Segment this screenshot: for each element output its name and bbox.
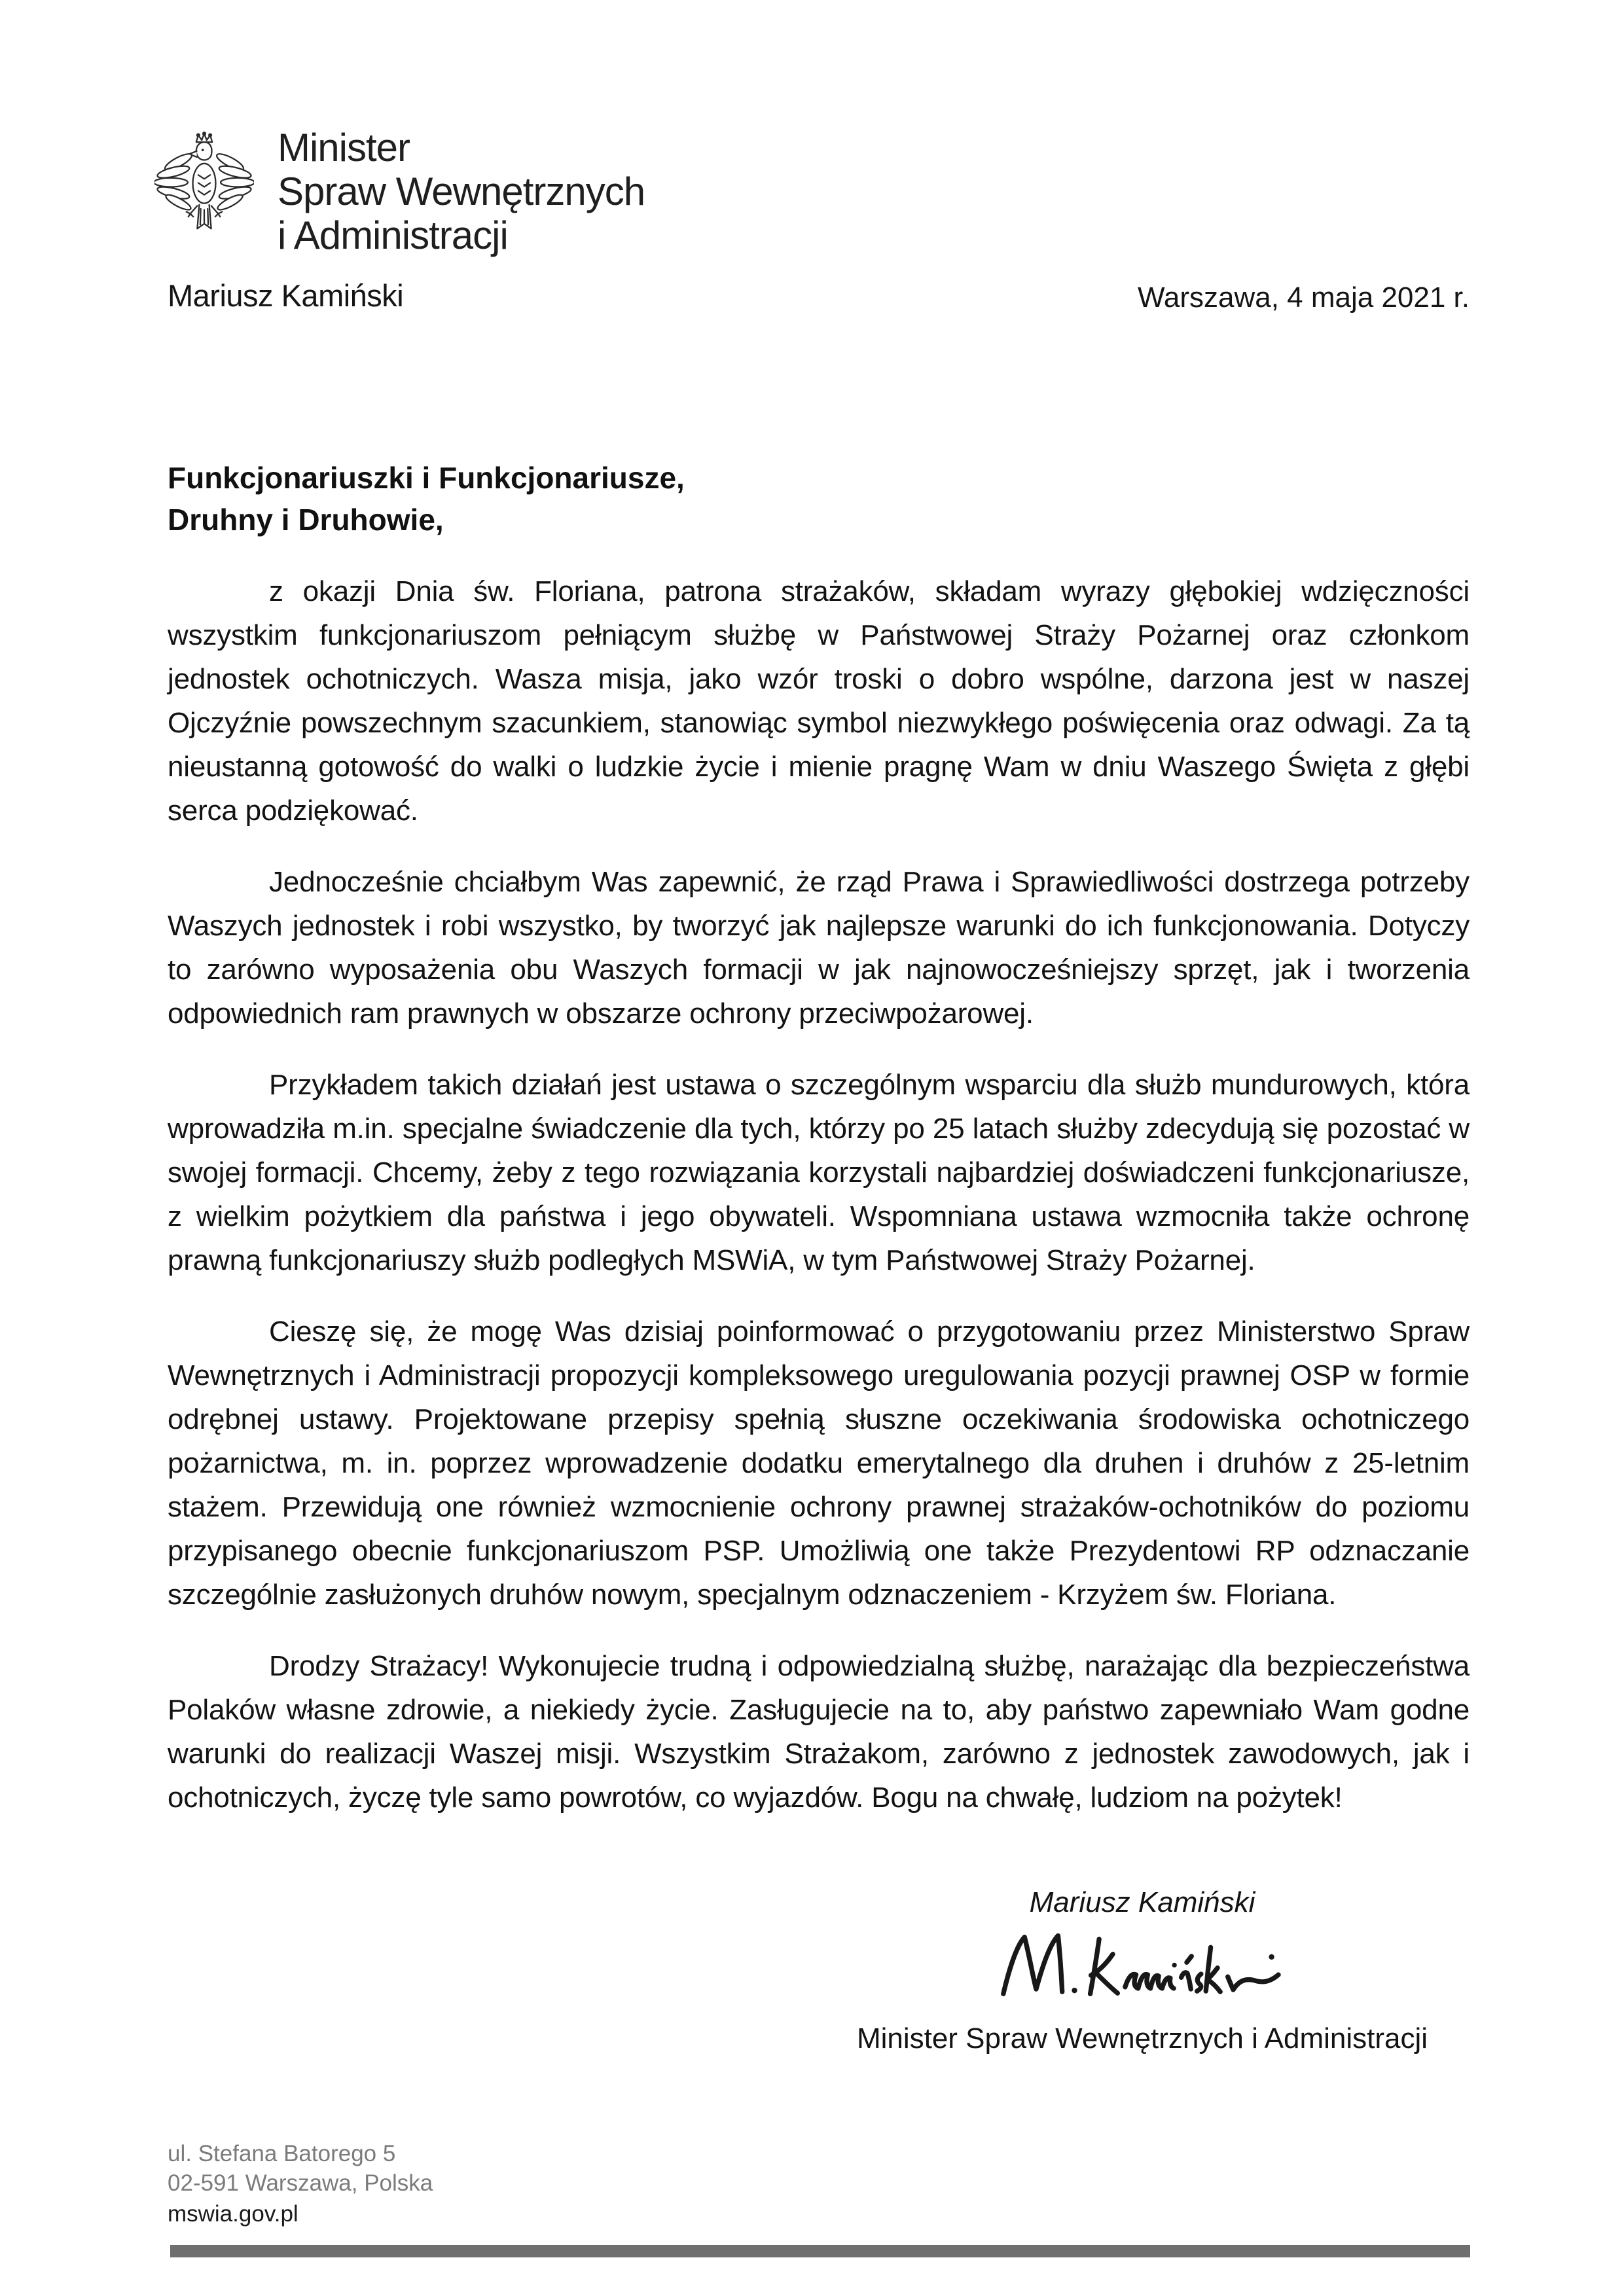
footer-street: ul. Stefana Batorego 5 — [168, 2141, 396, 2166]
paragraph-4: Cieszę się, że mogę Was dzisiaj poinformować o przygotowaniu przez Ministerstwo Spraw Wewnętrznych i Administracji propozycji kompleksowego uregulowania pozycji prawnej OSP w formie odrębnej ustawy. Projektowane przepisy spełnią słuszne oczekiwania środowiska ochotniczego pożarnictwa, m. in. poprzez wprowadzenie dodatku emerytalnego dla druhen i druhów z 25-letnim stażem. Przewidują one również wzmocnienie ochrony prawnej strażaków-ochotników do poziomu przypisanego obecnie funkcjonariuszom PSP. Umożliwią one także Prezydentowi RP odznaczanie szczególnie zasłużonych druhów nowym, specjalnym odznaczeniem - Krzyżem św. Floriana. — [168, 1316, 1470, 1611]
letter-body — [168, 457, 1470, 1847]
ministry-line-2: Spraw Wewnętrznych — [278, 170, 645, 213]
paragraph-3: Przykładem takich działań jest ustawa o szczególnym wsparciu dla służb mundurowych, która wprowadziła m.in. specjalne świadczenie dla tych, którzy po 25 latach służby zdecydują się pozostać w swojej formacji. Chcemy, żeby z tego rozwiązania korzystali najbardziej doświadczeni funkcjonariusze, z wielkim pożytkiem dla państwa i jego obywateli. Wspomniana ustawa wzmocniła także ochronę prawną funkcjonariuszy służb podległych MSWiA, w tym Państwowej Straży Pożarnej. — [168, 1069, 1470, 1276]
ministry-line-1: Minister — [278, 126, 410, 170]
footer-city: 02-591 Warszawa, Polska — [168, 2170, 433, 2196]
place-and-date: Warszawa, 4 maja 2021 r. — [1137, 281, 1470, 314]
signatory-name: Mariusz Kamiński — [1029, 1886, 1255, 1918]
salutation-line-1: Funkcjonariuszki i Funkcjonariusze, — [168, 461, 685, 495]
footer-address — [168, 2139, 433, 2229]
salutation — [168, 457, 1470, 541]
handwritten-signature-icon — [815, 1928, 1470, 2007]
ministry-letterhead — [278, 126, 645, 257]
paragraph-5: Drodzy Strażacy! Wykonujecie trudną i odpowiedzialną służbę, narażając dla bezpieczeństwa Polaków własne zdrowie, a niekiedy życie. Zasługujecie na to, aby państwo zapewniało Wam godne warunki do realizacji Waszej misji. Wszystkim Strażakom, zarówno z jednostek zawodowych, jak i ochotniczych, życzę tyle samo powrotów, co wyjazdów. Bogu na chwałę, ludziom na pożytek! — [168, 1650, 1470, 1814]
footer-website: mswia.gov.pl — [168, 2201, 298, 2227]
signatory-title: Minister Spraw Wewnętrznych i Administracji — [856, 2022, 1428, 2054]
salutation-line-2: Druhny i Druhowie, — [168, 503, 444, 537]
sender-name: Mariusz Kamiński — [168, 278, 404, 313]
signature-block — [815, 1886, 1470, 2055]
ministry-line-3: i Administracji — [278, 213, 508, 257]
footer-divider-bar — [170, 2245, 1470, 2257]
paragraph-1: z okazji Dnia św. Floriana, patrona strażaków, składam wyrazy głębokiej wdzięczności wszystkim funkcjonariuszom pełniącym służbę w Państwowej Straży Pożarnej oraz członkom jednostek ochotniczych. Wasza misja, jako wzór troski o dobro wspólne, darzona jest w naszej Ojczyźnie powszechnym szacunkiem, stanowiąc symbol niezwykłego poświęcenia oraz odwagi. Za tą nieustanną gotowość do walki o ludzkie życie i mienie pragnę Wam w dniu Waszego Święta z głębi serca podziękować. — [168, 575, 1470, 827]
paragraph-2: Jednocześnie chciałbym Was zapewnić, że rząd Prawa i Sprawiedliwości dostrzega potrzeby Waszych jednostek i robi wszystko, by tworzyć jak najlepsze warunki do ich funkcjonowania. Dotyczy to zarówno wyposażenia obu Waszych formacji w jak najnowocześniejszy sprzęt, jak i tworzenia odpowiednich ram prawnych w obszarze ochrony przeciwpożarowej. — [168, 866, 1470, 1030]
polish-eagle-icon — [154, 128, 254, 243]
